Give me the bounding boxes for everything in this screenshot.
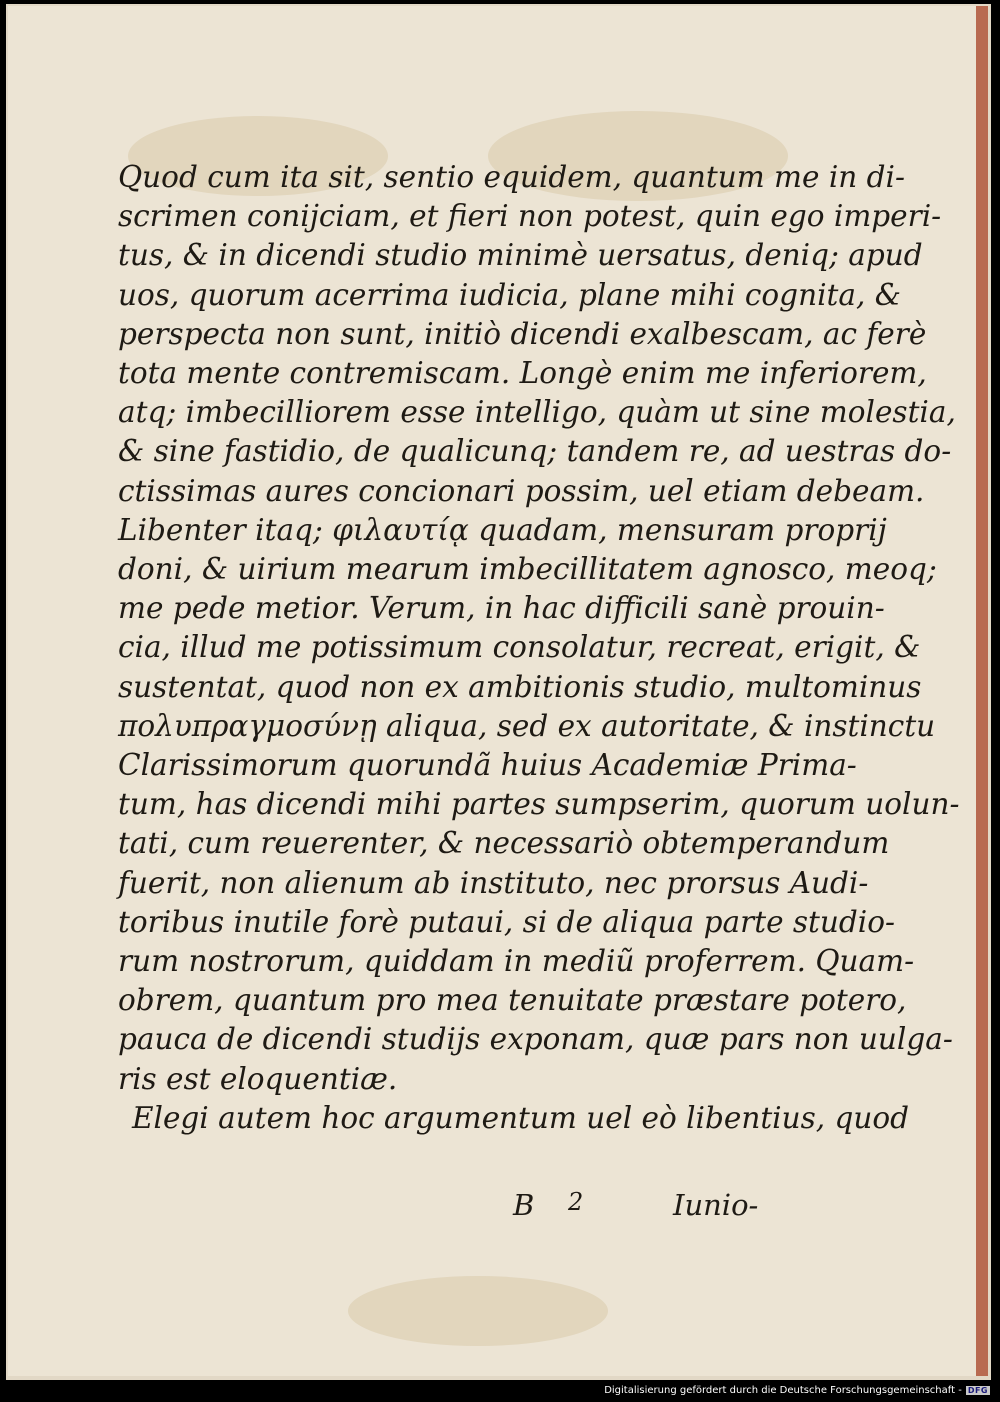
text-line: perspecta non sunt, initiò dicendi exalbescam, ac ferè xyxy=(118,316,927,351)
page-edge xyxy=(976,6,988,1376)
text-line: Elegi autem hoc argumentum uel eò libentius, quod xyxy=(132,1100,910,1135)
text-line: ctissimas aures concionari possim, uel etiam debeam. xyxy=(118,473,925,508)
text-line: fuerit, non alienum ab instituto, nec prorsus Audi- xyxy=(118,865,869,900)
scanned-page xyxy=(6,4,991,1380)
text-line: Libenter itaq; φιλαυτίᾳ quadam, mensuram proprij xyxy=(118,512,887,547)
text-line: toribus inutile forè putaui, si de aliqua parte studio- xyxy=(118,904,895,939)
paper-page xyxy=(8,6,976,1376)
text-line: Quod cum ita sit, sentio equidem, quantum me in di- xyxy=(118,160,905,194)
text-line: doni, & uirium mearum imbecillitatem agnosco, meoq; xyxy=(118,552,937,587)
text-line: cia, illud me potissimum consolatur, recreat, erigit, & xyxy=(118,630,921,665)
dfg-logo: DFG xyxy=(967,1386,988,1395)
text-line: pauca de dicendi studijs exponam, quæ pars non uulga- xyxy=(118,1022,953,1057)
catchword: Iunio- xyxy=(673,1188,759,1222)
text-line: πολυπραγμοσύνῃ aliqua, sed ex autoritate, & instinctu xyxy=(118,708,936,743)
text-line: rum nostrorum, quiddam in mediũ proferrem. Quam- xyxy=(118,944,915,979)
water-stain xyxy=(348,1276,608,1346)
text-line: me pede metior. Verum, in hac difficili sanè prouin- xyxy=(118,591,885,626)
text-line: scrimen conijciam, et fieri non potest, quin ego imperi- xyxy=(118,199,942,234)
text-line: sustentat, quod non ex ambitionis studio, multominus xyxy=(118,669,922,704)
text-line: tus, & in dicendi studio minimè uersatus, deniq; apud xyxy=(118,238,923,273)
digitization-credit xyxy=(604,1385,990,1396)
text-line: tota mente contremiscam. Longè enim me inferiorem, xyxy=(118,356,927,391)
text-line: Clarissimorum quorundã huius Academiæ Prima- xyxy=(118,748,857,783)
signature-mark: B xyxy=(513,1188,535,1222)
credit-text: Digitalisierung gefördert durch die Deutsche Forschungsgemeinschaft - xyxy=(604,1385,962,1396)
text-line: uos, quorum acerrima iudicia, plane mihi cognita, & xyxy=(118,277,901,312)
text-line: tum, has dicendi mihi partes sumpserim, quorum uolun- xyxy=(118,787,960,822)
signature-number: 2 xyxy=(568,1188,584,1216)
body-text xyxy=(118,158,960,1138)
text-line: & sine fastidio, de qualicunq; tandem re, ad uestras do- xyxy=(118,434,952,469)
text-line: obrem, quantum pro mea tenuitate præstare potero, xyxy=(118,983,907,1018)
text-line: tati, cum reuerenter, & necessariò obtemperandum xyxy=(118,826,890,861)
text-line: ris est eloquentiæ. xyxy=(118,1061,398,1096)
text-line: atq; imbecilliorem esse intelligo, quàm ut sine molestia, xyxy=(118,395,956,430)
page-footer xyxy=(8,1188,976,1228)
